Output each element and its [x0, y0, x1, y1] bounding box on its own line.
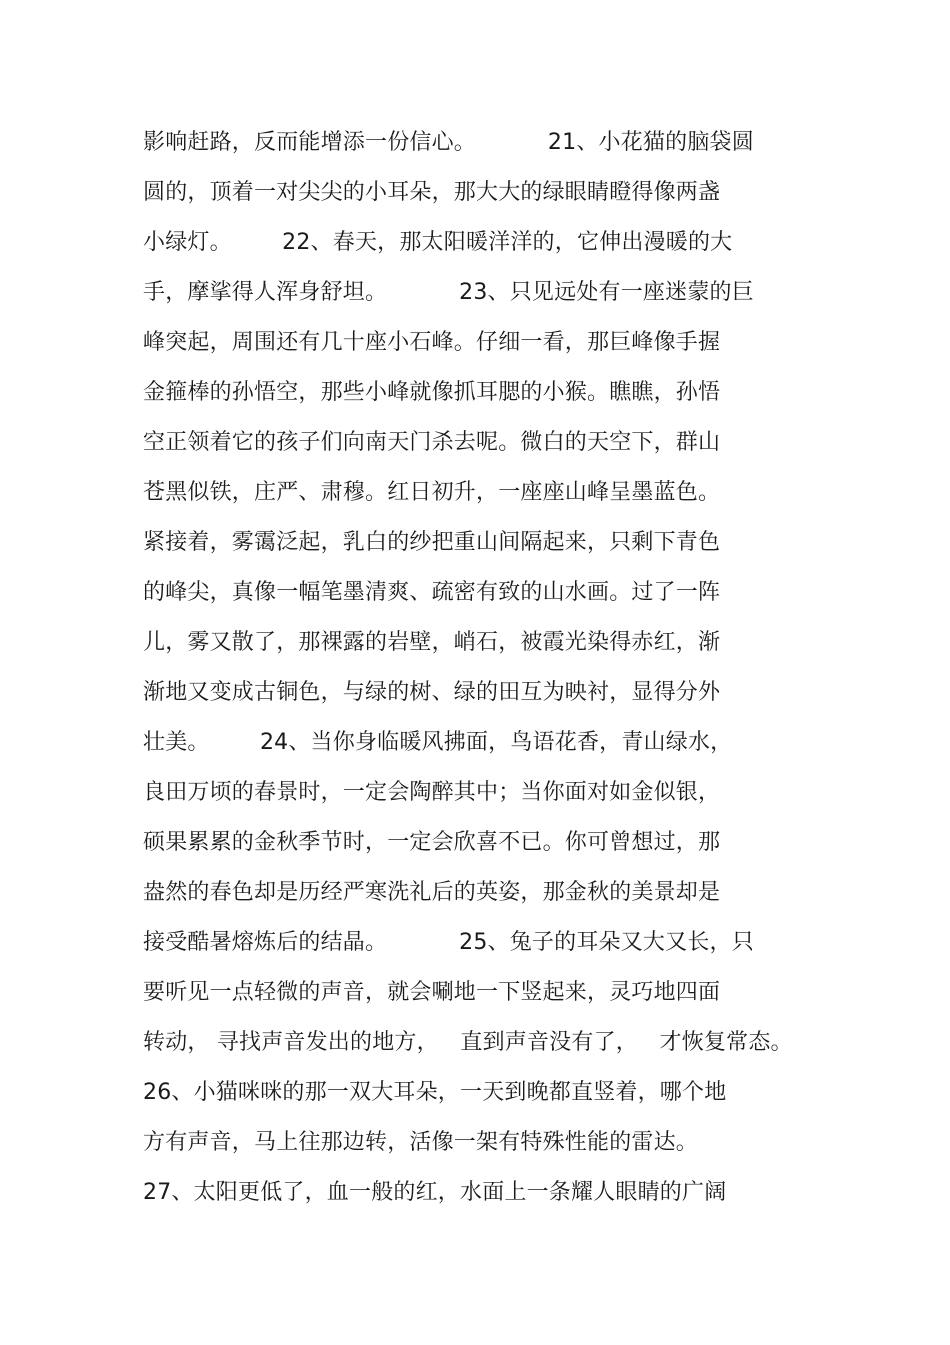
text-line: 良田万顷的春景时，一定会陶醉其中；当你面对如金似银， [143, 780, 721, 805]
text-line: 圆的，顶着一对尖尖的小耳朵，那大大的绿眼睛瞪得像两盏 [143, 180, 721, 205]
text-line: 要听见一点轻微的声音，就会唰地一下竖起来，灵巧地四面 [143, 980, 721, 1005]
text-line: 26、小猫咪咪的那一双大耳朵，一天到晚都直竖着，哪个地 [143, 1080, 727, 1105]
text-line: 峰突起，周围还有几十座小石峰。仔细一看，那巨峰像手握 [143, 330, 721, 355]
text-line: 硕果累累的金秋季节时，一定会欣喜不已。你可曾想过，那 [143, 830, 721, 855]
text-line: 影响赶路，反而能增添一份信心。 21、小花猫的脑袋圆 [143, 130, 754, 155]
body-text [143, 118, 933, 1218]
text-line: 壮美。 24、当你身临暖风拂面，鸟语花香，青山绿水， [143, 730, 733, 755]
text-line: 盎然的春色却是历经严寒洗礼后的英姿，那金秋的美景却是 [143, 880, 721, 905]
text-line: 的峰尖，真像一幅笔墨清爽、疏密有致的山水画。过了一阵 [143, 580, 721, 605]
text-line: 儿，雾又散了，那裸露的岩壁，峭石，被霞光染得赤红，渐 [143, 630, 721, 655]
text-line: 空正领着它的孩子们向南天门杀去呢。微白的天空下，群山 [143, 430, 721, 455]
text-line: 方有声音，马上往那边转，活像一架有特殊性能的雷达。 [143, 1130, 699, 1155]
text-line: 渐地又变成古铜色，与绿的树、绿的田互为映衬，显得分外 [143, 680, 721, 705]
text-line: 苍黑似铁，庄严、肃穆。红日初升，一座座山峰呈墨蓝色。 [143, 480, 721, 505]
text-line: 27、太阳更低了，血一般的红，水面上一条耀人眼睛的广阔 [143, 1180, 727, 1205]
text-line: 接受酷暑熔炼后的结晶。 25、兔子的耳朵又大又长，只 [143, 930, 754, 955]
text-line: 小绿灯。 22、春天，那太阳暖洋洋的，它伸出漫暖的大 [143, 230, 733, 255]
text-line: 手，摩挲得人浑身舒坦。 23、只见远处有一座迷蒙的巨 [143, 280, 754, 305]
text-line: 金箍棒的孙悟空，那些小峰就像抓耳腮的小猴。瞧瞧，孙悟 [143, 380, 721, 405]
text-line: 转动， 寻找声音发出的地方， 直到声音没有了， 才恢复常态。 [143, 1030, 793, 1055]
text-line: 紧接着，雾霭泛起，乳白的纱把重山间隔起来，只剩下青色 [143, 530, 721, 555]
